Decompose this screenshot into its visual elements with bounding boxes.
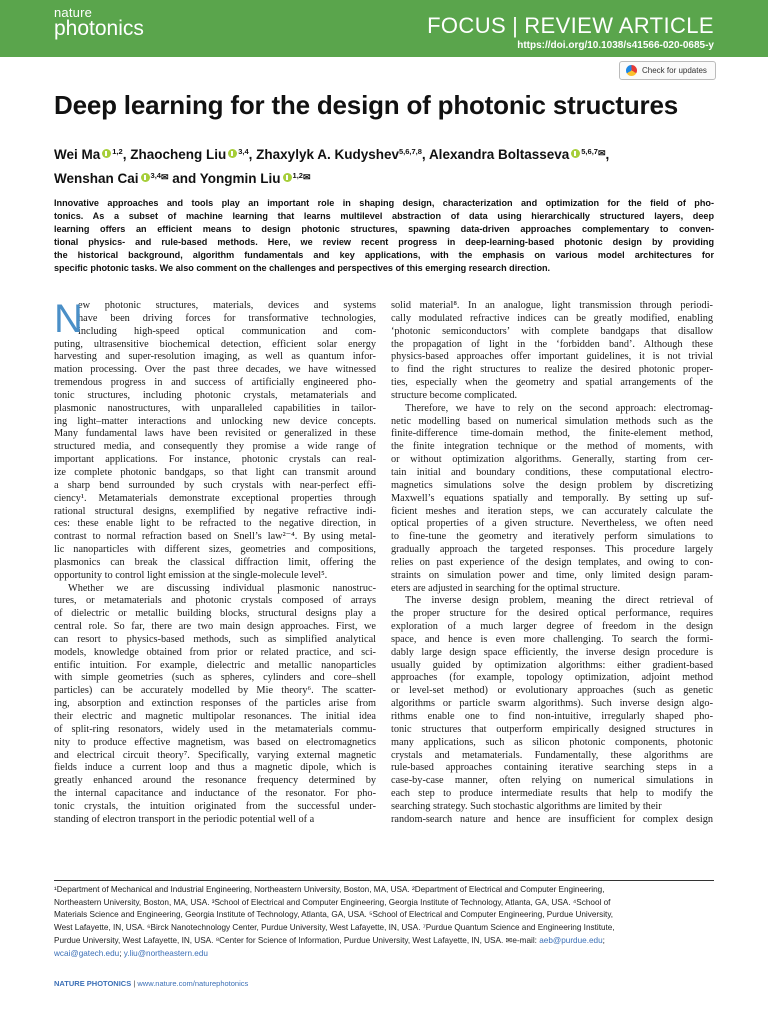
affiliations <box>54 884 718 960</box>
body-text-line: usually guided by optimization algorithms: either gradient-based <box>391 659 713 671</box>
body-text-line: Maxwell’s equations spatially and temporally. By setting up suf- <box>391 492 713 504</box>
body-text-line: approaches (for example, topology optimization, adjoint method <box>391 672 713 684</box>
author-separator: and <box>168 171 200 186</box>
body-text-line: ‘photonic semiconductors’ with complete bandgaps that disallow <box>391 325 713 337</box>
crossmark-icon <box>626 65 637 76</box>
body-text-line: tures, or metamaterials and photonic crystals composed of arrays <box>54 595 376 607</box>
check-for-updates-button[interactable] <box>619 61 716 80</box>
body-text-line: greatly enhanced around the resonance frequency determined by <box>54 775 376 787</box>
author-separator: , <box>605 147 610 162</box>
section-type: REVIEW ARTICLE <box>524 13 714 38</box>
page-footer <box>54 979 248 988</box>
body-text-line: crystals and metamaterials. Fundamentally, these algorithms are <box>391 749 713 761</box>
author-separator: , <box>421 147 429 162</box>
body-text-line: optical properties of a given structure. Nevertheless, we often need <box>391 518 713 530</box>
body-text-line: lic nanoparticles with different sizes, geometries and compositions, <box>54 544 376 556</box>
body-text-line: or without optimization algorithms. Generally, starting from cer- <box>391 454 713 466</box>
body-text-line: plasmonics can break the classical diffraction limit, offering the <box>54 556 376 568</box>
email-separator: ; <box>119 948 124 958</box>
body-text-line: of split-ring resonators, widely used in the metamaterials commu- <box>54 723 376 735</box>
body-text-line: relies on past experience of the design templates, and owing to con- <box>391 556 713 568</box>
body-text-line: including high-speed optical communication and com- <box>78 325 376 337</box>
journal-header-band <box>0 0 768 57</box>
section-separator: | <box>512 13 519 38</box>
abstract-line: Innovative approaches and tools play an important role in shaping design, characterization and optimization for the field of pho- <box>54 198 714 208</box>
logo-line-photonics: photonics <box>54 17 144 40</box>
abstract-line: tional physics- and rule-based methods. Here, we review recent progress in deep-learning-based photonic design by providing <box>54 236 714 247</box>
footer-separator: | <box>131 979 138 988</box>
body-text-line: tonic crystals, the intuition originated from the successful under- <box>54 800 376 812</box>
body-text-line: many applications, such as silicon photonic components, photonic <box>391 736 713 748</box>
body-text-line: fields induce a current loop and thus a magnetic dipole, which is <box>54 762 376 774</box>
body-text-line: ing light–matter interactions and unlocking new device concepts. <box>54 415 376 427</box>
body-text-line: The inverse design problem, meaning the direct retrieval of <box>405 595 713 607</box>
body-text-line: tonic structures that outperform empirically designed structures in <box>391 723 713 735</box>
body-text-line: cally modulated refractive indices can be greatly modified, enabling <box>391 312 713 324</box>
body-text-line: ize complete photonic bandgaps, so that light can transmit around <box>54 466 376 478</box>
body-text-line: to fine-tune the geometry and iteratively perform simulations to <box>391 531 713 543</box>
body-text-line: harvesting and super-resolution imaging, as well as quantum infor- <box>54 351 376 363</box>
body-text-line: magnetics simulations solve the design problem by discretizing <box>391 479 713 491</box>
orcid-icon[interactable] <box>283 173 292 182</box>
author-affiliation-marks: 5,6,7,8 <box>398 147 422 156</box>
footer-journal-url[interactable]: www.nature.com/naturephotonics <box>137 979 249 988</box>
body-text-line: case-by-case manner, often relying on numerical simulations in <box>391 775 713 787</box>
footnote-divider <box>54 880 714 881</box>
abstract-line: the historical background, algorithm fundamentals and key applications, with the emphasis on various model architectures for <box>54 249 714 260</box>
body-text-line: solid material⁸. In an analogue, light transmission through periodi- <box>391 300 713 311</box>
body-text-line: nity to produce effective magnetism, was based on electromagnetics <box>54 736 376 748</box>
body-text-line: algorithms or particle swarm algorithms). Such inverse design algo- <box>391 698 713 710</box>
journal-logo[interactable] <box>54 6 144 39</box>
body-text-line: straints on simulation power and time, only limited design param- <box>391 569 713 581</box>
body-text-line: physics-based approaches offer important guidelines, it is not trivial <box>391 351 713 363</box>
author-name[interactable]: Wenshan Cai <box>54 171 139 186</box>
body-text-line: random-search nature and hence are insufficient for complex design <box>391 813 713 825</box>
body-text-line: plasmonic nanostructures, with unparalleled capabilities in tailor- <box>54 402 376 414</box>
author-separator: , <box>122 147 131 162</box>
abstract-line: specific photonic tasks. We also comment on the challenges and perspectives of this emerging research direction. <box>54 262 551 273</box>
affiliation-line <box>54 897 718 910</box>
body-text-line: mation processing. Over the past three decades, we have witnessed <box>54 364 376 376</box>
body-text-line: rational structural designs, exemplified by negative refractive indi- <box>54 505 376 517</box>
body-text-line: their electric and magnetic multipolar resonances. The initial idea <box>54 711 376 722</box>
body-text-line: opportunity to control light emission at the single-molecule level⁵. <box>54 569 328 581</box>
body-text-line: ing, absorption and extinction responses of the particles arise from <box>54 698 376 710</box>
author-list <box>54 141 734 189</box>
section-focus: FOCUS <box>427 13 507 38</box>
check-for-updates-label: Check for updates <box>642 66 707 75</box>
body-text-line: to find the right structures to realize the desired photonic proper- <box>391 364 713 376</box>
email-link[interactable]: wcai@gatech.edu <box>54 948 120 958</box>
affiliation-text: Materials Science and Engineering, Georgia Institute of Technology, Atlanta, GA, USA. ⁵School of Electrical and Computer Engineering, Purdue University, <box>54 910 614 920</box>
affiliation-text: West Lafayette, IN, USA. ⁶Birck Nanotechnology Center, Purdue University, West Lafayette, IN, USA. ⁷Purdue Quantum Science and Engineering Institute, <box>54 923 615 933</box>
body-text-line: searching strategy. Such stochastic algorithms are limited by their <box>391 800 662 812</box>
body-text-line: contrast to normal refraction based on Snell’s law²⁻⁴. By using metal- <box>54 531 376 543</box>
body-text-line: eters are adjusted in searching for the optimal structure. <box>391 582 621 594</box>
affiliation-text: Purdue University, West Lafayette, IN, USA. ⁸Center for Science of Information, Purdue University, West Lafayette, IN, USA. ✉e-mail: <box>54 935 540 945</box>
body-text-line: Many fundamental laws have been revisited or generalized in these <box>54 428 376 440</box>
orcid-icon[interactable] <box>228 149 237 158</box>
body-text-line: have been driving forces for transformative technologies, <box>78 312 376 324</box>
body-column-left <box>54 297 376 827</box>
body-text-line: ew photonic structures, materials, devices and systems <box>78 300 376 311</box>
author-affiliation-marks: 3,4 <box>238 147 249 156</box>
body-text-line: tain initial and boundary conditions, these computational electro- <box>391 466 713 478</box>
doi-link[interactable]: https://doi.org/10.1038/s41566-020-0685-y <box>517 40 714 51</box>
body-text-line: with simple geometries (such as spheres, cylinders and core–shell <box>54 672 376 684</box>
body-text-line: rithms enable one to find non-intuitive, irregularly shaped pho- <box>391 711 713 722</box>
body-text-line: structure become complicated. <box>391 389 518 401</box>
body-text-line: ces: these enable light to be refracted to the negative direction, in <box>54 518 376 530</box>
abstract-line: tonics. As a subset of machine learning that learns multilevel abstraction of data using hierarchically structured layers, deep <box>54 210 714 221</box>
body-text-line: Therefore, we have to rely on the second approach: electromag- <box>405 402 713 414</box>
body-text-line: each step to produce intermediate results that help to modify the <box>391 788 713 800</box>
body-text-line: important applications. For instance, photonic crystals can real- <box>54 454 376 466</box>
affiliation-line <box>54 909 718 922</box>
body-text-line: models, knowledge obtained from prior or related practice, and sci- <box>54 646 376 658</box>
affiliation-text: Northeastern University, Boston, MA, USA. ³School of Electrical and Computer Engineering, Georgia Institute of Technology, Atlanta, GA, USA. ⁴School of <box>54 897 611 907</box>
affiliation-line <box>54 884 718 897</box>
email-icon[interactable]: ✉ <box>160 172 169 182</box>
author-separator: , <box>248 147 257 162</box>
email-icon[interactable]: ✉ <box>597 148 606 158</box>
logo-line-nature: nature <box>54 5 93 20</box>
body-text-line: space, and hence is even more challenging. To search the formi- <box>391 633 713 645</box>
author-affiliation-marks: 1,2 <box>292 171 303 180</box>
body-text-line: the propagation of light in the ‘forbidden band’. Although these <box>391 338 713 350</box>
affiliation-line <box>54 935 718 948</box>
orcid-icon[interactable] <box>571 149 580 158</box>
body-text-line: tremendous progress in and success of artificially engineered pho- <box>54 377 376 389</box>
orcid-icon[interactable] <box>102 149 111 158</box>
footer-journal-name: NATURE PHOTONICS <box>54 979 132 988</box>
email-link[interactable]: aeb@purdue.edu <box>539 935 603 945</box>
body-text-line: entific intuition. For example, dielectric and metallic nanoparticles <box>54 659 376 671</box>
body-text-line: structured media, and consequently they promise a wide range of <box>54 441 376 453</box>
body-text-line: gradually approach the targeted responses. This procedure largely <box>391 544 713 556</box>
body-text-line: Whether we are discussing individual plasmonic nanostruc- <box>68 582 376 594</box>
article-title: Deep learning for the design of photonic structures <box>54 90 678 120</box>
body-text-line: tonic structures, including photonic crystals, metamaterials and <box>54 389 376 401</box>
body-text-line: ciency¹. Metamaterials demonstrate exceptional properties through <box>54 492 376 504</box>
body-text-line: puting, ultrasensitive biochemical detection, efficient solar energy <box>54 338 376 350</box>
body-text-line: the proper structure for the desired optical performance, requires <box>391 608 713 620</box>
author-name[interactable]: Yongmin Liu <box>199 171 281 186</box>
body-text-line: standing of electron transport in the periodic potential well of a <box>54 813 315 825</box>
author-line-2 <box>54 165 734 189</box>
body-text-line: the internal capacitance and inductance of the resonator. For pho- <box>54 788 376 800</box>
affiliation-text: ¹Department of Mechanical and Industrial Engineering, Northeastern University, Boston, MA, USA. ²Department of Electrical and Computer Engineering, <box>54 885 605 894</box>
body-text-line: dably large design space efficiently, the inverse design procedure is <box>391 646 713 658</box>
author-name[interactable]: Alexandra Boltasseva <box>428 147 570 162</box>
author-name[interactable]: Zhaocheng Liu <box>130 147 227 162</box>
article-section-label <box>427 13 714 39</box>
body-column-right <box>391 300 713 827</box>
author-line-1 <box>54 141 734 165</box>
email-link[interactable]: y.liu@northeastern.edu <box>123 948 208 958</box>
author-name[interactable]: Zhaxylyk A. Kudyshev <box>256 147 399 162</box>
affiliation-line <box>54 948 718 961</box>
body-text-line: central role. So far, there are two main design approaches. First, we <box>54 621 376 633</box>
author-affiliation-marks: 3,4 <box>150 171 161 180</box>
email-separator: ; <box>602 935 605 945</box>
author-affiliation-marks: 1,2 <box>112 147 123 156</box>
body-text-line: finite-difference time-domain method, the finite-element method, <box>391 428 713 440</box>
body-text-line: a sharp bend surrounded by such crystals with near-perfect effi- <box>54 479 376 491</box>
body-text-line: ficient meshes and iteration steps, we can accurately calculate the <box>391 505 713 517</box>
body-text-line: exploration of a much larger degree of freedom in the design <box>391 621 713 633</box>
body-text-line: the finite integration technique or the method of moments, with <box>391 441 713 453</box>
body-text-line: ties, especially when the geometry and spatial arrangements of the <box>391 377 713 389</box>
abstract-line: learning offers an efficient means to design photonic structures, spawning data-driven approaches complementary to conven- <box>54 223 714 234</box>
body-text-line: particles) can be accurately modelled by Mie theory⁶. The scatter- <box>54 685 376 697</box>
body-text-line: and electrical circuit theory⁷. Specifically, varying external magnetic <box>54 749 376 761</box>
drop-cap: N <box>54 297 83 341</box>
body-text-line: of dielectric or metallic building blocks, structural designs play a <box>54 608 376 620</box>
body-text-line: or level-set method) or evolutionary approaches (such as genetic <box>391 685 713 697</box>
author-affiliation-marks: 5,6,7 <box>581 147 598 156</box>
body-text-line: rule-based approaches containing iterative searching steps in a <box>391 762 713 774</box>
affiliation-line <box>54 922 718 935</box>
body-text-line: netic modelling based on numerical simulation methods such as the <box>391 415 713 427</box>
abstract <box>54 197 714 274</box>
orcid-icon[interactable] <box>141 173 150 182</box>
author-name[interactable]: Wei Ma <box>54 147 101 162</box>
email-icon[interactable]: ✉ <box>302 172 311 182</box>
body-text-line: can resort to physics-based methods, such as simplified analytical <box>54 633 376 645</box>
